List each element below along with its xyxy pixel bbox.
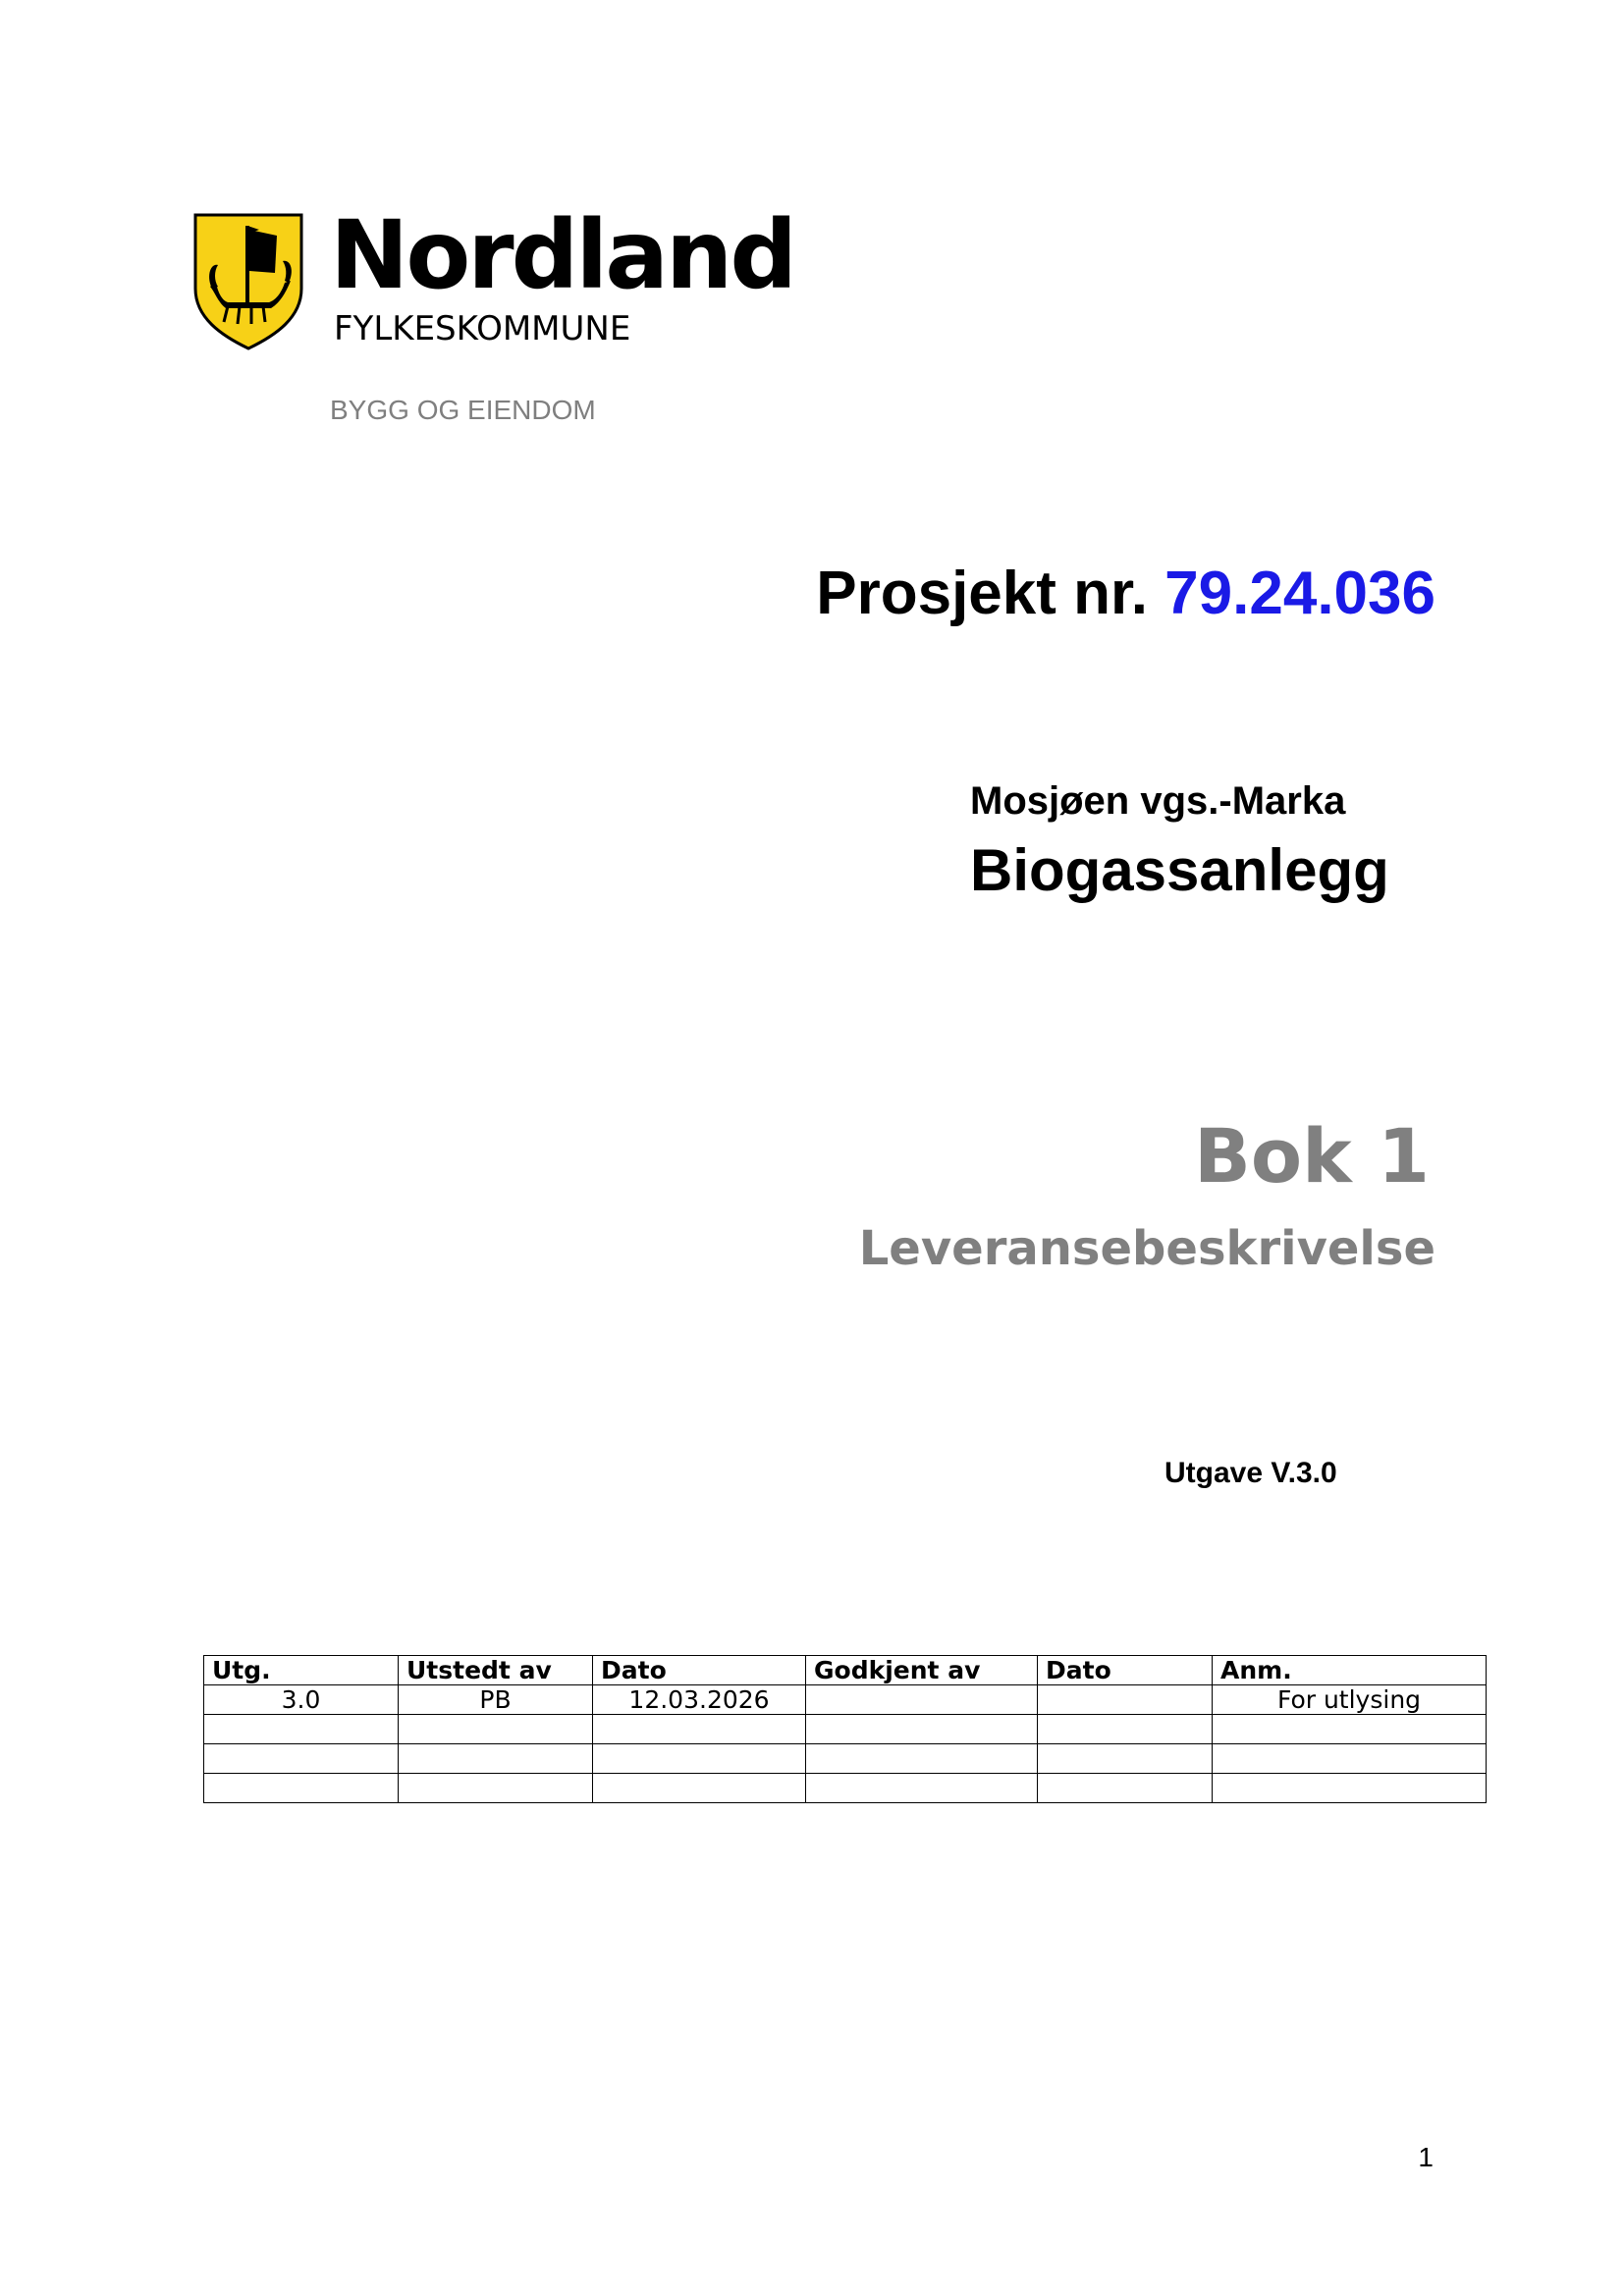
table-cell <box>806 1715 1038 1744</box>
column-header: Utg. <box>204 1656 399 1685</box>
table-cell <box>399 1744 593 1774</box>
project-label: Prosjekt nr. <box>816 560 1148 627</box>
logo-subtitle: FYLKESKOMMUNE <box>334 309 631 348</box>
table-header-row <box>204 1656 1487 1685</box>
table-row <box>204 1685 1487 1715</box>
table-cell <box>1213 1715 1487 1744</box>
table-cell <box>1213 1744 1487 1774</box>
table-cell <box>204 1744 399 1774</box>
department-label: BYGG OG EIENDOM <box>330 395 596 425</box>
book-title: Bok 1 <box>1193 1112 1430 1200</box>
table-cell <box>593 1774 806 1803</box>
table-row <box>204 1774 1487 1803</box>
table-cell <box>1213 1774 1487 1803</box>
revision-table <box>203 1655 1487 1803</box>
table-cell <box>1038 1685 1213 1715</box>
column-header: Anm. <box>1213 1656 1487 1685</box>
table-cell <box>806 1744 1038 1774</box>
table-cell <box>806 1685 1038 1715</box>
project-title <box>816 560 1435 627</box>
table-row <box>204 1715 1487 1744</box>
table-cell: For utlysing <box>1213 1685 1487 1715</box>
table-cell <box>204 1715 399 1744</box>
project-number: 79.24.036 <box>1164 560 1435 627</box>
table-cell: 3.0 <box>204 1685 399 1715</box>
table-cell <box>399 1715 593 1744</box>
table-cell <box>204 1774 399 1803</box>
facility-title: Biogassanlegg <box>970 837 1389 903</box>
column-header: Godkjent av <box>806 1656 1038 1685</box>
table-cell <box>593 1715 806 1744</box>
column-header: Dato <box>593 1656 806 1685</box>
viking-ship-shield-icon <box>192 212 304 351</box>
page-number: 1 <box>1418 2142 1434 2172</box>
table-cell <box>399 1774 593 1803</box>
column-header: Utstedt av <box>399 1656 593 1685</box>
table-cell <box>806 1774 1038 1803</box>
table-cell: PB <box>399 1685 593 1715</box>
table-row <box>204 1744 1487 1774</box>
table-cell: 12.03.2026 <box>593 1685 806 1715</box>
logo-wordmark: Nordland <box>330 200 795 310</box>
book-subtitle: Leveransebeskrivelse <box>858 1221 1435 1276</box>
location-title: Mosjøen vgs.-Marka <box>970 779 1346 823</box>
table-cell <box>593 1744 806 1774</box>
table-cell <box>1038 1715 1213 1744</box>
table-cell <box>1038 1744 1213 1774</box>
edition-label: Utgave V.3.0 <box>1164 1457 1337 1489</box>
table-cell <box>1038 1774 1213 1803</box>
column-header: Dato <box>1038 1656 1213 1685</box>
